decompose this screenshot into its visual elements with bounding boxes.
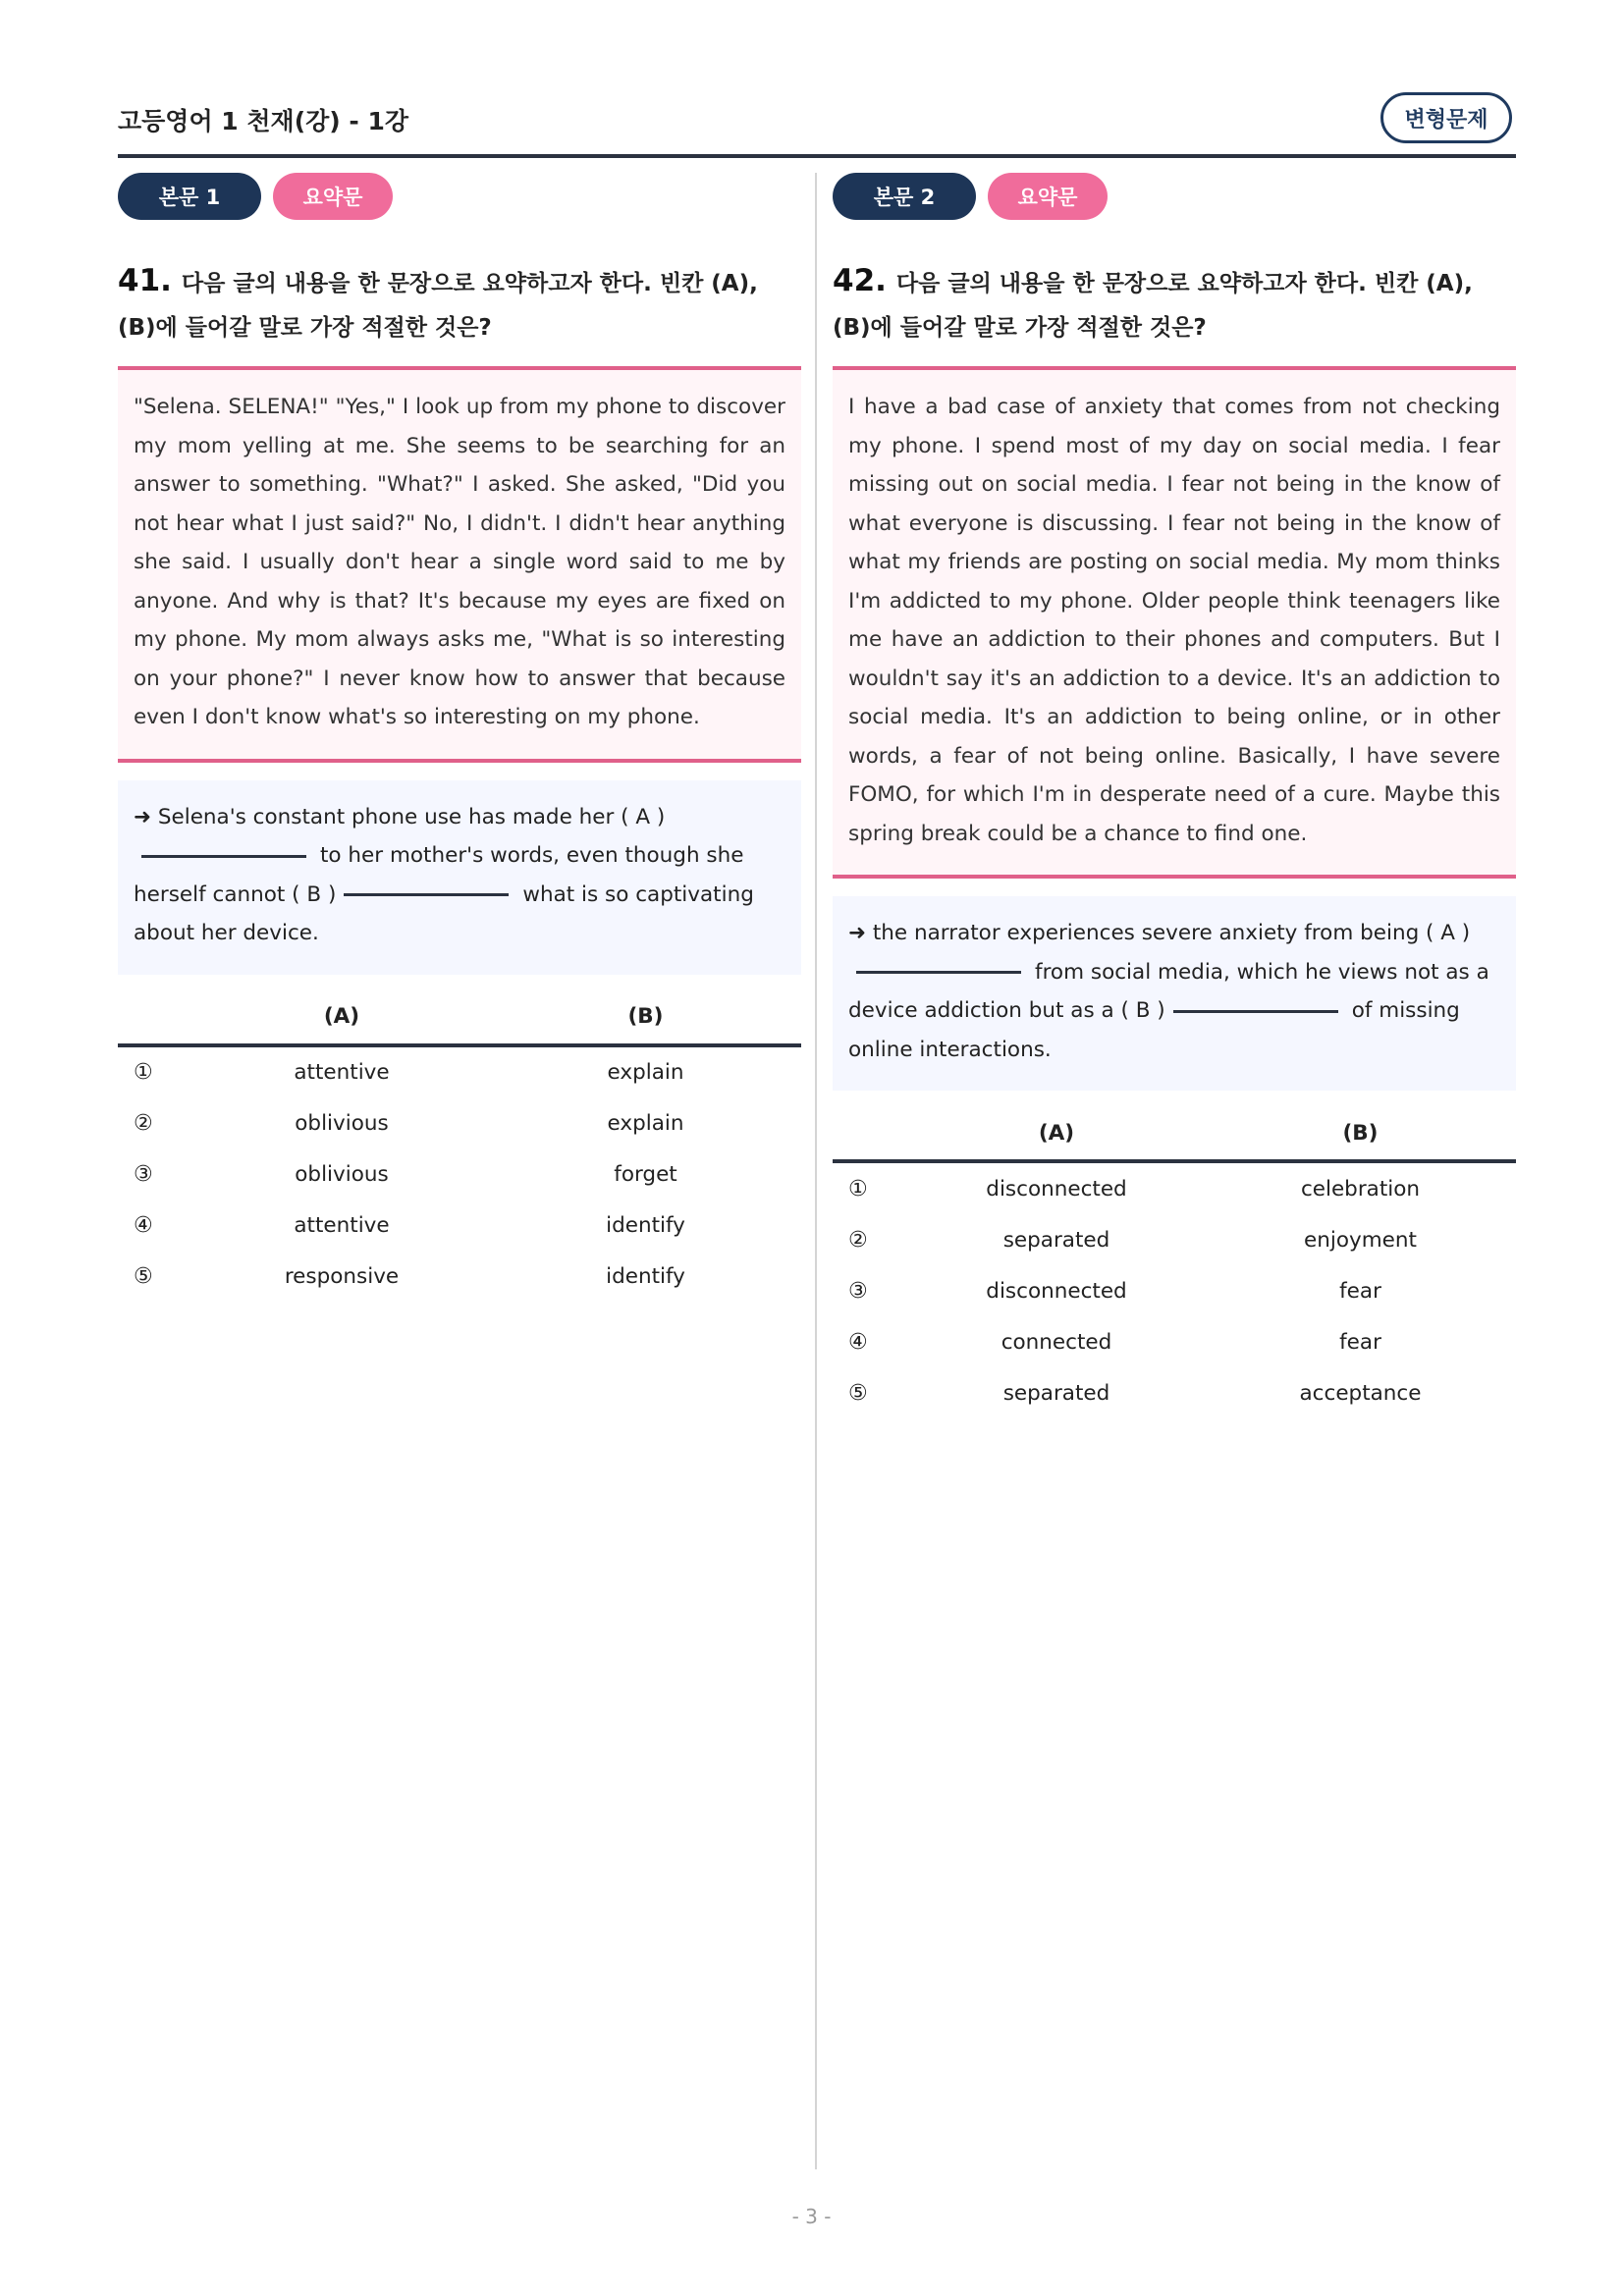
answer-choices-table xyxy=(118,990,801,1303)
choice-row[interactable] xyxy=(833,1367,1516,1418)
question-prompt xyxy=(118,259,801,350)
choice-b: celebration xyxy=(1300,1176,1421,1201)
choice-b: enjoyment xyxy=(1304,1227,1417,1253)
choice-number: ④ xyxy=(134,1213,153,1238)
summary-sentence xyxy=(118,780,801,975)
summary-part-3: what is so captivating about her device. xyxy=(134,881,754,945)
choice-row[interactable] xyxy=(833,1265,1516,1316)
passage-tag: 본문 1 xyxy=(118,173,261,220)
choice-number: ② xyxy=(848,1227,868,1253)
summary-part-3: of missing online interactions. xyxy=(848,998,1460,1062)
answer-choices-table xyxy=(833,1106,1516,1418)
choice-number: ① xyxy=(848,1176,868,1201)
blank-b xyxy=(344,893,509,896)
choice-row[interactable] xyxy=(118,1201,801,1252)
choice-number: ② xyxy=(134,1111,153,1136)
passage-tag: 본문 2 xyxy=(833,173,976,220)
choice-row[interactable] xyxy=(118,1045,801,1098)
choice-a: disconnected xyxy=(986,1176,1127,1201)
tag-row xyxy=(118,173,801,222)
choice-b: explain xyxy=(607,1060,684,1085)
question-prompt xyxy=(833,259,1516,350)
choice-row[interactable] xyxy=(118,1252,801,1303)
passage-text: I have a bad case of anxiety that comes from not checking my phone. I spend most of my day on social media. I fear missing out on social media. I fear not being in the know of what everyone is discussing. I fear not being in the know of what my friends are posting on social media. My mom thinks I'm addicted to my phone. Older people think teenagers like me have an addiction to their phones and computers. But I wouldn't say it's an addiction to a device. It's an addiction to social media. It's an addiction to being online, or in other words, a fear of not being online. Basically, I have severe FOMO, for which I'm in desperate need of a cure. Maybe this spring break could be a chance to find one. xyxy=(833,366,1516,879)
choice-b: acceptance xyxy=(1299,1380,1422,1406)
type-tag: 요약문 xyxy=(988,173,1108,220)
question-text: 다음 글의 내용을 한 문장으로 요약하고자 한다. 빈칸 (A), (B)에 들어갈 말로 가장 적절한 것은? xyxy=(118,271,758,341)
choice-a: attentive xyxy=(294,1213,390,1238)
blank-a xyxy=(141,855,306,858)
column-header-a: (A) xyxy=(193,990,490,1045)
column-header-a: (A) xyxy=(908,1106,1205,1161)
page-number: - 3 - xyxy=(791,2205,832,2228)
question-41-column xyxy=(118,173,801,1303)
choice-row[interactable] xyxy=(833,1161,1516,1214)
choice-row[interactable] xyxy=(118,1098,801,1149)
choice-b: fear xyxy=(1339,1278,1381,1304)
question-number: 42. xyxy=(833,263,887,298)
page-title: 고등영어 1 천재(강) - 1강 xyxy=(118,107,409,135)
summary-sentence xyxy=(833,896,1516,1091)
choice-a: separated xyxy=(1002,1380,1110,1406)
passage-text: "Selena. SELENA!" "Yes," I look up from my phone to discover my mom yelling at me. She seems to be searching for an answer to something. "What?" I asked. She asked, "Did you not hear what I just said?" No, I didn't. I didn't hear anything she said. I usually don't hear a single word said to me by anyone. And why is that? It's because my eyes are fixed on my phone. My mom always asks me, "What is so interesting on your phone?" I never know how to answer that because even I don't know what's so interesting on my phone. xyxy=(118,366,801,763)
column-header-b: (B) xyxy=(1205,1106,1516,1161)
choice-number: ④ xyxy=(848,1329,868,1355)
choice-row[interactable] xyxy=(833,1214,1516,1265)
question-42-column xyxy=(833,173,1516,1418)
choice-row[interactable] xyxy=(833,1316,1516,1367)
blank-a xyxy=(856,971,1021,974)
column-divider xyxy=(815,173,817,2169)
choice-a: separated xyxy=(1002,1227,1110,1253)
tag-row xyxy=(833,173,1516,222)
question-text: 다음 글의 내용을 한 문장으로 요약하고자 한다. 빈칸 (A), (B)에 들어갈 말로 가장 적절한 것은? xyxy=(833,271,1473,341)
choice-number: ① xyxy=(134,1060,153,1085)
choice-a: connected xyxy=(1001,1329,1112,1355)
summary-part-1: ➜ Selena's constant phone use has made her ( A ) xyxy=(134,804,666,829)
summary-part-2: to her mother's words, even though she herself cannot ( B ) xyxy=(134,843,744,907)
choice-number: ③ xyxy=(134,1162,153,1187)
blank-b xyxy=(1173,1010,1338,1013)
header-divider xyxy=(118,154,1516,158)
choice-a: disconnected xyxy=(986,1278,1127,1304)
choice-row[interactable] xyxy=(118,1149,801,1201)
summary-part-2: from social media, which he views not as a device addiction but as a ( B ) xyxy=(848,959,1489,1023)
choice-number: ⑤ xyxy=(134,1264,153,1289)
type-badge: 변형문제 xyxy=(1380,92,1512,143)
type-tag: 요약문 xyxy=(273,173,393,220)
choice-b: fear xyxy=(1339,1329,1381,1355)
summary-part-1: ➜ the narrator experiences severe anxiety from being ( A ) xyxy=(848,921,1471,945)
choice-b: identify xyxy=(606,1213,685,1238)
choice-a: oblivious xyxy=(295,1162,389,1187)
question-number: 41. xyxy=(118,263,172,298)
choice-a: attentive xyxy=(294,1060,390,1085)
choice-b: identify xyxy=(606,1264,685,1289)
choice-b: forget xyxy=(614,1162,677,1187)
choice-b: explain xyxy=(607,1111,684,1136)
column-header-b: (B) xyxy=(490,990,801,1045)
choice-number: ③ xyxy=(848,1278,868,1304)
choice-number: ⑤ xyxy=(848,1380,868,1406)
choice-a: oblivious xyxy=(295,1111,389,1136)
choice-a: responsive xyxy=(284,1264,400,1289)
